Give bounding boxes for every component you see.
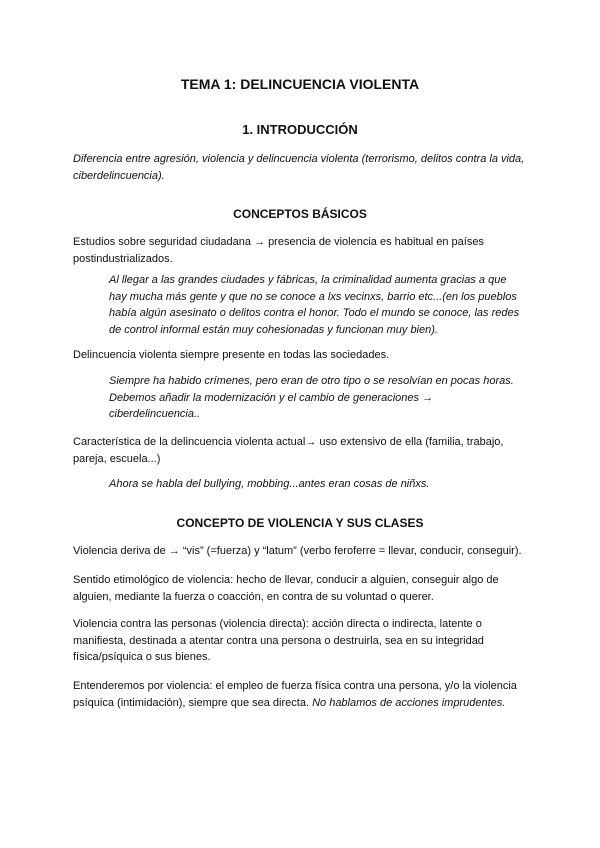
text-line: ciberdelincuencia.. (109, 408, 201, 420)
paragraph (73, 347, 389, 364)
text-line: Entenderemos por violencia: el empleo de fuerza física contra una persona, y/o la violencia (73, 680, 517, 692)
heading-concepto-violencia: CONCEPTO DE VIOLENCIA Y SUS CLASES (176, 516, 424, 530)
quote-paragraph (109, 373, 514, 423)
text-line: de control informal están muy cohesionadas y funcionan muy bien). (109, 323, 438, 336)
text-line: alguien, mediante la fuerza o coacción, en contra de su voluntad o querer. (73, 590, 434, 603)
text-line: postindustrializados. (73, 252, 173, 265)
text-line: había algún asesinato o delitos contra el honor. Todo el mundo se conoce, las redes (109, 307, 520, 319)
quote-paragraph (109, 476, 429, 493)
heading-conceptos-basicos: CONCEPTOS BÁSICOS (233, 207, 367, 221)
text-line: física/psíquica o sus bienes. (73, 651, 211, 663)
text-line: Delincuencia violenta siempre presente en todas las sociedades. (73, 349, 390, 361)
text-line: manifiesta, destinada a atentar contra una persona o destruirla, sea en su integridad (73, 634, 484, 647)
text-span: psíquica (intimidación), siempre que sea directa. (73, 696, 310, 709)
text-line: Sentido etimológico de violencia: hecho de llevar, conducir a alguien, conseguir algo de (73, 574, 499, 586)
heading-introduccion: 1. INTRODUCCIÓN (242, 122, 358, 137)
italic-note: No hablamos de acciones imprudentes. (312, 696, 506, 709)
text-line: Al llegar a las grandes ciudades y fábricas, la criminalidad aumenta gracias a que (109, 274, 507, 286)
paragraph (73, 543, 522, 560)
paragraph (73, 434, 503, 467)
text-line: Ahora se habla del bullying, mobbing...antes eran cosas de niñxs. (109, 478, 430, 490)
text-line: hay mucha más gente y que no se conoce a lxs vecinxs, barrio etc...(en los pueblos (109, 290, 517, 303)
paragraph (73, 616, 484, 666)
paragraph (73, 572, 499, 605)
paragraph (73, 234, 484, 267)
document-title: TEMA 1: DELINCUENCIA VIOLENTA (180, 76, 420, 92)
text-line: Diferencia entre agresión, violencia y delincuencia violenta (terrorismo, delitos contra la vida, (73, 153, 525, 165)
text-line: Debemos añadir la modernización y el cambio de generaciones → (109, 391, 434, 404)
text-line: Característica de la delincuencia violenta actual→ uso extensivo de ella (familia, trabajo, (73, 436, 504, 448)
text-line: Siempre ha habido crímenes, pero eran de otro tipo o se resolvían en pocas horas. (109, 375, 514, 387)
text-line: Estudios sobre seguridad ciudadana → presencia de violencia es habitual en países (73, 236, 484, 248)
text-line: Violencia contra las personas (violencia directa): acción directa o indirecta, latente o (73, 618, 482, 630)
intro-paragraph (73, 151, 524, 184)
text-line: ciberdelincuencia). (73, 169, 165, 182)
text-line: pareja, escuela...) (73, 452, 161, 465)
paragraph (73, 678, 517, 711)
quote-paragraph (109, 272, 519, 338)
text-line (73, 695, 517, 712)
text-line: Violencia deriva de → “vis” (=fuerza) y “latum” (verbo feroferre = llevar, conducir, conseguir). (73, 545, 522, 557)
